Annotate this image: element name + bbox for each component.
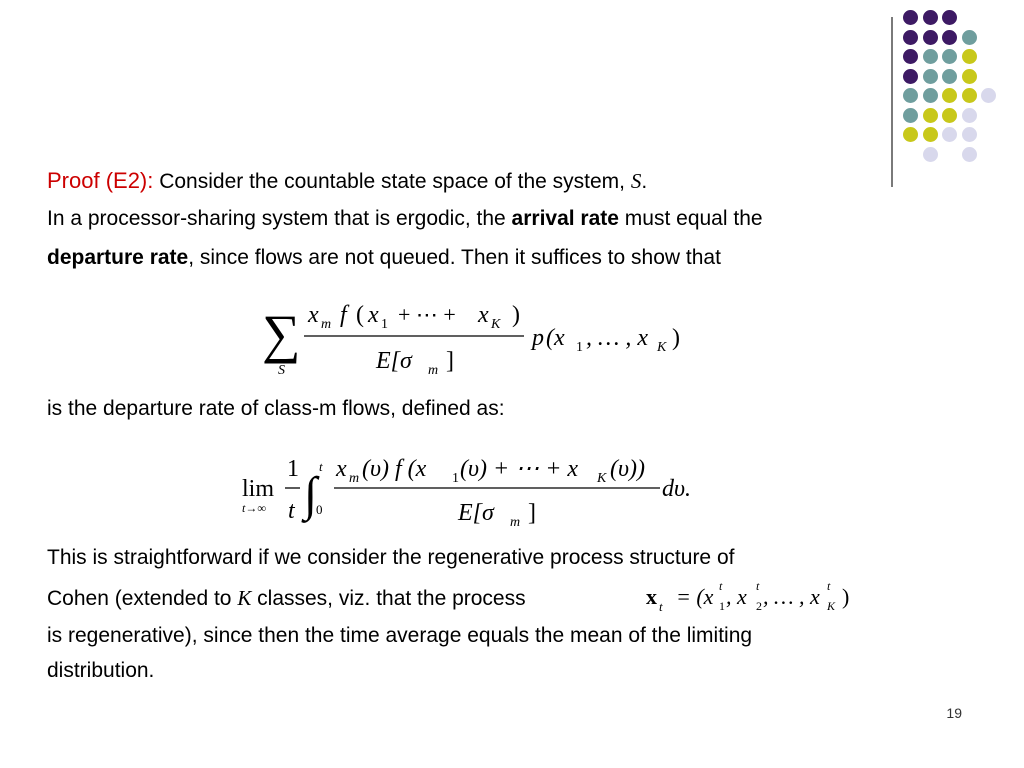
body-line-6 [47,585,526,612]
proof-label: Proof (E2): [47,168,154,193]
den-m-sub: m [428,363,439,378]
decorative-dot [962,30,977,45]
rhs-p: p [532,325,544,351]
integral-lower: 0 [316,502,323,517]
integral-symbol: ∫ [304,468,318,521]
sum-symbol: ∑ [262,304,301,364]
num2-1-sub: 1 [452,471,459,486]
departure-rate-bold: departure rate [47,246,189,269]
line6-text-b: classes, viz. that the process [251,587,526,610]
decorative-dot [962,147,977,162]
body-line-3 [47,245,721,271]
decorative-dot [942,108,957,123]
integral-upper: t [319,459,323,474]
num-1-sub: 1 [381,317,388,332]
decorative-dot [942,88,957,103]
body-line-5: This is straightforward if we consider the regenerative process structure of [47,546,735,569]
decorative-dot [981,88,996,103]
line1-text: Consider the countable state space of the system, [153,170,631,193]
sum-subscript: S [278,363,285,378]
decorative-dot [923,108,938,123]
differential: dυ. [662,476,692,502]
num-f: f [340,302,347,328]
proc-s2-sup: t [756,579,760,593]
rhs-end: ) [672,325,680,351]
decorative-dot [942,49,957,64]
decorative-dot [903,49,918,64]
decorative-dot [942,127,957,142]
body-line-7: is regenerative), since then the time average equals the mean of the limiting [47,624,753,647]
proc-comma1: , x [726,584,747,609]
proc-sK-sup: t [827,579,831,593]
decorative-dot [923,69,938,84]
num2-part3: (υ)) [610,456,645,482]
formula-limit-integral [236,448,716,538]
den2-E-sigma: E[σ [458,500,494,526]
decorative-dot [903,30,918,45]
num-x: x [308,302,319,328]
decorative-dot [923,88,938,103]
line1-end: . [641,170,648,193]
den2-end: ] [528,500,536,526]
formula-sum [260,292,720,384]
decorative-dot [923,30,938,45]
decorative-dot [962,69,977,84]
lim-subscript: t→∞ [242,501,266,515]
decorative-dot [942,69,957,84]
num-plus-dots: + ⋯ + [398,302,456,327]
num2-m-sub: m [349,471,360,486]
decorative-dot [903,108,918,123]
state-space-var: S [630,169,642,193]
den-E-sigma: E[σ [376,348,412,374]
decorative-dot [942,10,957,25]
decorative-dot [923,49,938,64]
frac-one: 1 [287,456,299,482]
proc-t-sub: t [659,599,663,614]
decorative-dot [962,49,977,64]
rhs-args: (x [546,325,565,351]
line2-text-b: must equal the [618,207,763,230]
proc-x-bold: x [646,584,657,609]
den2-m-sub: m [510,515,521,530]
rhs-K-sub: K [657,340,667,355]
den-end: ] [446,348,454,374]
num-K-sub: K [491,317,501,332]
decorative-dot [903,127,918,142]
num-rparen: ) [512,302,520,328]
proc-eq: = (x [676,584,714,609]
proc-end: ) [842,584,850,609]
proc-sK-sub: K [827,599,836,613]
rhs-mid: , … , x [586,325,648,351]
decorative-dot [962,108,977,123]
num-x1: x [368,302,379,328]
num2-x: x [336,456,347,482]
num-lparen: ( [356,302,364,328]
rhs-1-sub: 1 [576,340,583,355]
proof-heading-line [47,168,647,195]
line6-text-a: Cohen (extended to [47,587,238,610]
num-xk: x [478,302,489,328]
proc-s1-sup: t [719,579,723,593]
num2-part1: (υ) f (x [362,456,427,482]
num2-K-sub: K [597,471,607,486]
decorative-dot [923,127,938,142]
formula-process [642,574,872,618]
decorative-dot [962,88,977,103]
vertical-divider [891,17,893,187]
proc-mid: , … , x [763,584,820,609]
page-number: 19 [946,705,962,721]
decorative-dot [923,10,938,25]
decorative-dot [962,127,977,142]
decorative-dot [903,10,918,25]
arrival-rate-bold: arrival rate [511,207,619,230]
proc-s1-sub: 1 [719,599,725,613]
body-line-8: distribution. [47,659,155,682]
classes-var: K [237,586,252,610]
line3-text: , since flows are not queued. Then it suffices to show that [188,246,721,269]
decorative-dot [903,69,918,84]
num-m-sub: m [321,317,332,332]
decorative-dot [942,30,957,45]
num2-part2: (υ) + ⋯ + x [460,456,579,482]
decorative-dot-grid [903,10,1003,170]
body-line-4: is the departure rate of class-m flows, defined as: [47,397,505,420]
decorative-dot [923,147,938,162]
proc-s2-sub: 2 [756,599,762,613]
lim-text: lim [242,476,275,502]
frac-t: t [288,498,295,524]
decorative-dot [903,88,918,103]
line2-text-a: In a processor-sharing system that is ergodic, the [47,207,512,230]
body-line-2 [47,206,763,232]
